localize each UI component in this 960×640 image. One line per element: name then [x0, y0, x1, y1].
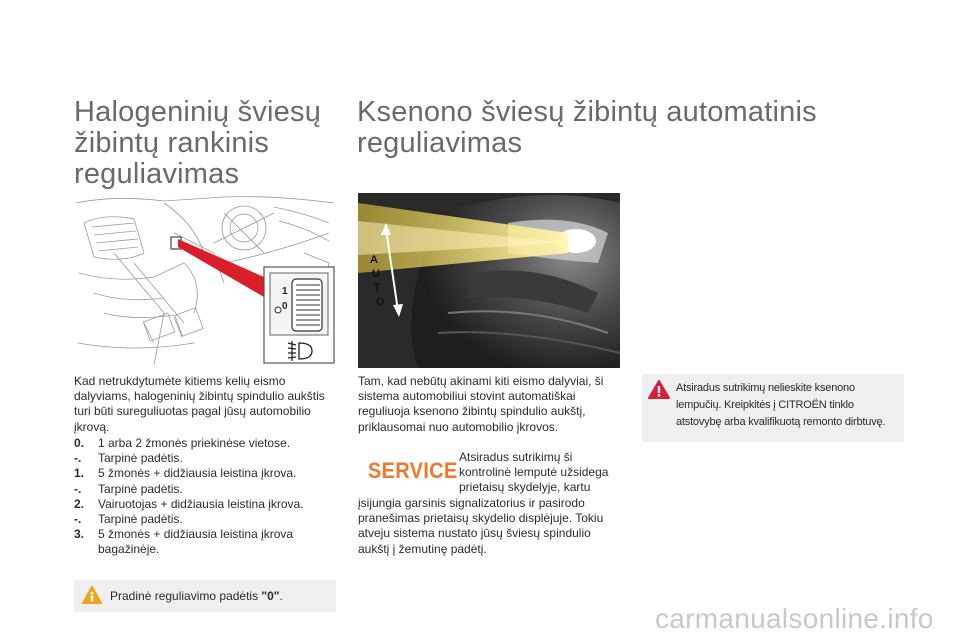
auto-letter-o: O [376, 296, 385, 308]
middle-title-line-2: reguliavimas [357, 127, 523, 159]
list-item-text: 1 arba 2 žmonės priekinėse vietose. [98, 436, 291, 450]
list-item [74, 482, 336, 497]
list-item-number: -. [74, 481, 82, 496]
list-item-text: Tarpinė padėtis. [98, 451, 183, 466]
list-item-number: -. [74, 512, 82, 527]
warning-icon [648, 380, 670, 400]
list-item-number: 1. [74, 466, 85, 481]
list-item-text: 5 žmonės + didžiausia leistina įkrova bagažinėje. [98, 527, 294, 557]
headlamp-adjuster-illustration [74, 193, 336, 365]
info-icon [82, 586, 102, 606]
service-label: SERVICE [368, 458, 458, 483]
list-item [74, 436, 336, 451]
dial-label-0: 0 [282, 301, 288, 312]
list-item-text: Vairuotojas + didžiausia leistina įkrova. [98, 496, 304, 511]
list-item [74, 512, 336, 527]
list-item [74, 466, 336, 481]
service-text-line-3: prietaisų skydelyje, kartu [459, 480, 591, 495]
info-text-value: "0" [261, 589, 280, 603]
left-section-title [74, 97, 344, 190]
info-text [110, 589, 283, 604]
left-title-line-2: žibintų rankinis [74, 127, 270, 159]
zoom-pointer [178, 239, 264, 297]
list-item [74, 497, 336, 512]
headlamp-photo-drawing [358, 193, 620, 368]
left-intro-text: Kad netrukdytumėte kitiems kelių eismo dalyviams, halogeninių žibintų spindulio aukštis turi būti sureguliuotas pagal jūsų automobilio įkrovą. [74, 374, 325, 434]
left-title-line-3: reguliavimas [74, 158, 240, 190]
middle-section-title [357, 97, 857, 159]
xenon-paragraph-2: įsijungia garsinis signalizatorius ir pasirodo pranešimas prietaisų skydelio displėjuje. Tokiu atveju sistema nustato jūsų šviesų spindulio aukštį į žemutinę padėtį. [358, 496, 604, 556]
service-warning-light [368, 458, 458, 486]
load-position-list [74, 436, 336, 558]
auto-letter-a: A [370, 254, 378, 266]
list-item-text: Tarpinė padėtis. [98, 481, 183, 496]
info-text-end: . [279, 589, 283, 603]
list-item-text: 5 žmonės + didžiausia leistina įkrova. [98, 466, 297, 481]
info-text-main: Pradinė reguliavimo padėtis [110, 589, 262, 603]
service-text-line-2: kontrolinė lemputė užsidega [459, 465, 609, 480]
watermark: carmanualsonline.info [655, 603, 934, 634]
list-item [74, 451, 336, 466]
service-text-line-1: Atsiradus sutrikimų ši [459, 450, 573, 464]
dashboard-drawing [74, 193, 336, 365]
list-item [74, 527, 336, 557]
dial-label-1: 1 [282, 286, 288, 297]
list-item-number: -. [74, 451, 82, 466]
auto-letter-t: T [374, 282, 381, 294]
service-side-text [459, 450, 629, 496]
auto-letter-u: U [372, 268, 380, 280]
list-item-number: 2. [74, 496, 85, 511]
warning-text: Atsiradus sutrikimų nelieskite ksenono lempučių. Kreipkitės į CITROËN tinklo atstovybę arba kvalifikuotą remonto dirbtuvę. [676, 382, 886, 428]
middle-title-line-1: Ksenono šviesų žibintų automatinis [357, 96, 817, 128]
list-item-text: Tarpinė padėtis. [98, 512, 183, 527]
warning-box [642, 374, 904, 442]
info-box [74, 580, 336, 612]
list-item-number: 0. [74, 436, 85, 450]
left-title-line-1: Halogeninių šviesų [74, 96, 322, 128]
xenon-headlamp-photo [358, 193, 620, 368]
list-item-number: 3. [74, 527, 85, 542]
xenon-paragraph-1: Tam, kad nebūtų akinami kiti eismo dalyviai, ši sistema automobiliui stovint automatiškai reguliuoja ksenono žibintų spindulio aukštį, priklausomai nuo automobilio įkrovos. [358, 374, 604, 434]
